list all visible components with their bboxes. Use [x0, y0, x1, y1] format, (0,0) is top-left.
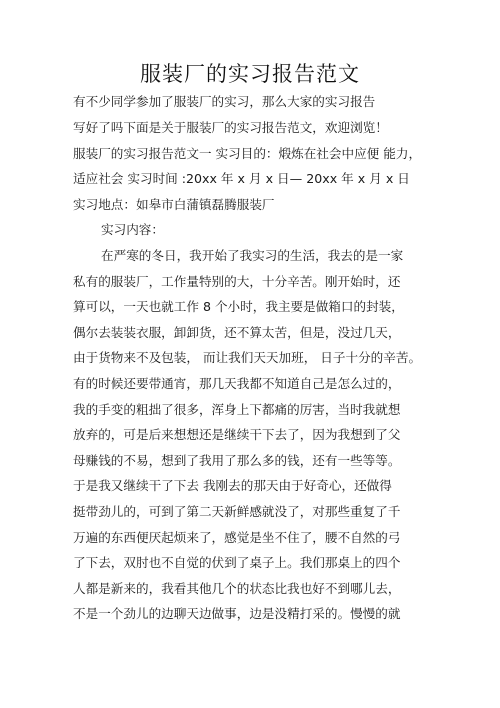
paragraph-line: 在严寒的冬日，我开始了我实习的生活，我去的是一家 — [101, 248, 404, 263]
paragraph-line: 挺带劲儿的，可到了第二天新鲜感就没了，对那些重复了千 — [73, 504, 401, 519]
paragraph-line: 实习地点：如皋市白蒲镇磊腾服装厂 — [73, 197, 275, 212]
paragraph-line: 母赚钱的不易，想到了我用了那么多的钱，还有一些等等。 — [73, 453, 401, 468]
paragraph-line: 了下去，双肘也不自觉的伏到了桌子上。我们那桌上的四个 — [73, 555, 401, 570]
paragraph-line: 服装厂的实习报告范文一 实习目的：煅炼在社会中应便 能力， — [73, 146, 422, 161]
document-title: 服装厂的实习报告范文 — [140, 62, 360, 86]
paragraph-line: 有不少同学参加了服装厂的实习，那么大家的实习报告 — [73, 94, 376, 109]
paragraph-line: 算可以，一天也就工作 8 个小时，我主要是做箱口的封装， — [73, 299, 404, 314]
paragraph-line: 偶尔去装装衣服，卸卸货，还不算太苦，但是，没过几天， — [73, 325, 401, 340]
section-heading: 实习内容： — [101, 222, 164, 237]
paragraph-line: 人都是新来的，我看其他几个的状态比我也好不到哪儿去， — [73, 581, 401, 596]
paragraph-line: 写好了吗下面是关于服装厂的实习报告范文，欢迎浏览！ — [73, 120, 388, 135]
paragraph-line: 放弃的，可是后来想想还是继续干下去了，因为我想到了父 — [73, 427, 401, 442]
paragraph-line: 适应社会 实习时间 :20xx 年 x 月 x 日— 20xx 年 x 月 x 日 — [73, 171, 410, 186]
paragraph-line: 不是一个劲儿的边聊天边做事，边是没精打采的。慢慢的就 — [73, 606, 401, 621]
paragraph-line: 我的手变的粗拙了很多，浑身上下都痛的厉害，当时我就想 — [73, 402, 401, 417]
paragraph-line: 由于货物来不及包装， 而让我们天天加班， 日子十分的辛苦。 — [73, 350, 422, 365]
paragraph-line: 有的时候还要带通宵，那几天我都不知道自己是怎么过的， — [73, 376, 401, 391]
paragraph-line: 于是我又继续干了下去 我刚去的那天由于好奇心，还做得 — [73, 478, 392, 493]
paragraph-line: 私有的服装厂，工作量特别的大，十分辛苦。刚开始时，还 — [73, 274, 401, 289]
paragraph-line: 万遍的东西便厌起烦来了，感觉是坐不住了，腰不自然的弓 — [73, 530, 401, 545]
